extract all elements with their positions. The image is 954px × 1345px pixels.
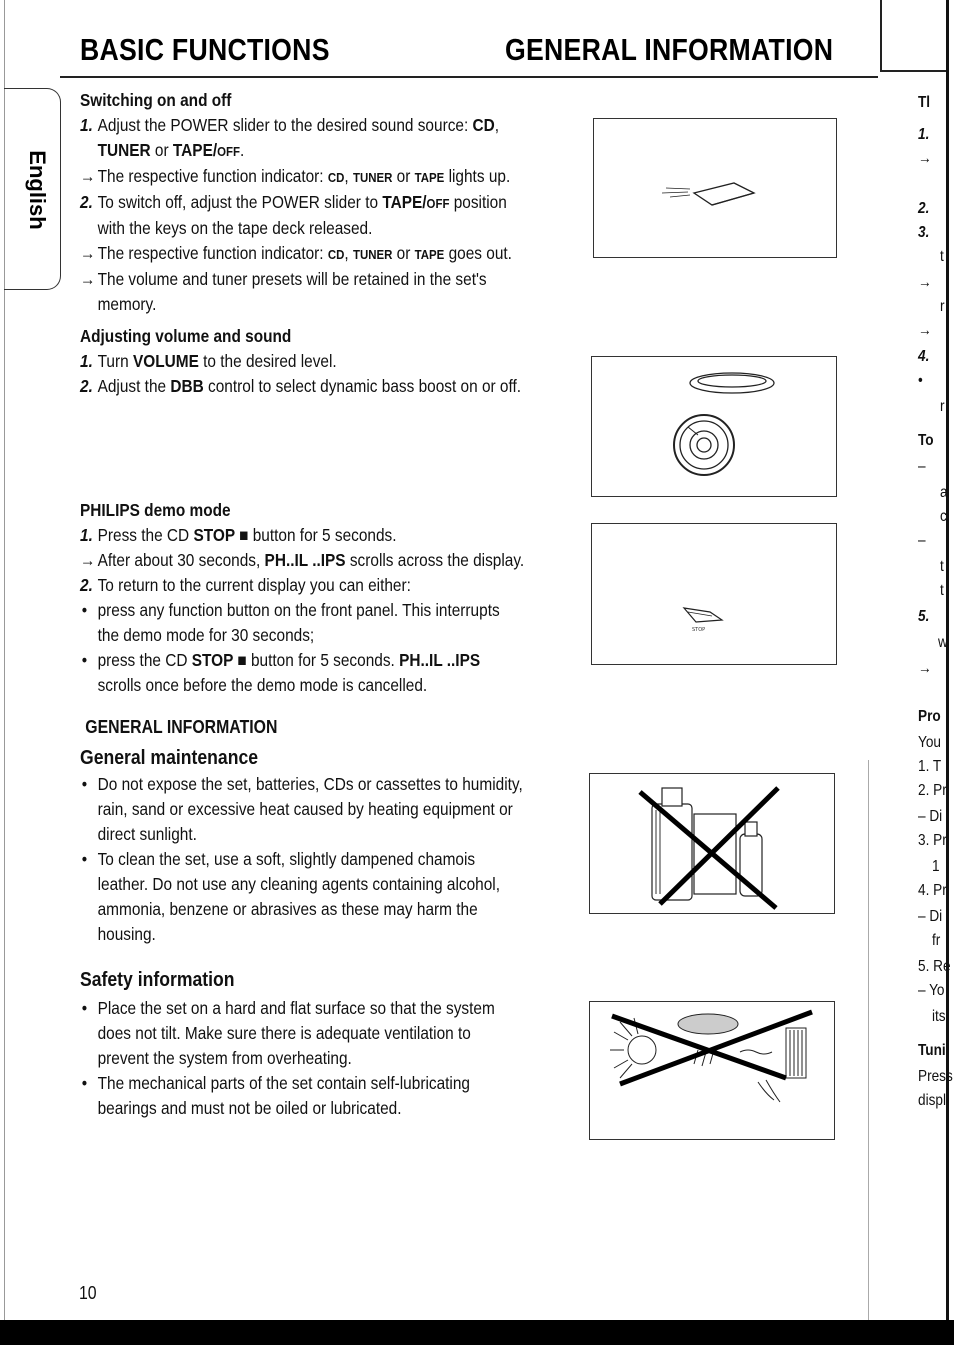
- section-title-general-information: GENERAL INFORMATION: [505, 32, 834, 67]
- crossed-cleaning-icon: [590, 774, 834, 913]
- strip-line: –: [918, 532, 926, 549]
- switching-heading: Switching on and off: [80, 90, 232, 110]
- strip-line: 5.: [918, 608, 930, 625]
- switch-step-1: 1. Adjust the POWER slider to the desired sound source: CD,: [80, 115, 500, 135]
- demo-heading: PHILIPS demo mode: [80, 500, 231, 520]
- heat-sources-illustration: [589, 1001, 835, 1140]
- switch-result-3-cont: memory.: [97, 294, 157, 314]
- stop-label: STOP: [692, 627, 706, 633]
- gutter-line: [868, 760, 869, 1320]
- stop-button-illustration: [591, 523, 837, 665]
- strip-line: 2. Pr: [918, 782, 947, 799]
- switch-step-2: 2. To switch off, adjust the POWER slider to TAPE/OFF position: [80, 192, 507, 212]
- cleaning-agents-illustration: [589, 773, 835, 914]
- power-slider-illustration: [593, 118, 837, 258]
- strip-line: →: [918, 660, 932, 677]
- strip-line: c: [940, 508, 947, 525]
- page-number: 10: [79, 1283, 97, 1303]
- volume-knob-illustration: [591, 356, 837, 497]
- strip-line: – Di: [918, 908, 943, 925]
- general-kicker: GENERAL INFORMATION: [85, 717, 278, 737]
- power-slider-icon: [594, 119, 836, 257]
- safety-section: [80, 966, 590, 1121]
- safety-bullet-1-l3: prevent the system from overheating.: [97, 1048, 352, 1068]
- strip-line: You: [918, 734, 941, 751]
- maintenance-bullet-2-l4: housing.: [97, 924, 156, 944]
- maintenance-bullet-2-l3: ammonia, benzene or abrasives as these may harm the: [97, 899, 478, 919]
- safety-bullet-2: • The mechanical parts of the set contain self-lubricating: [81, 1073, 470, 1093]
- right-header-rule: [880, 70, 946, 72]
- demo-option-2: • press the CD STOP ■ button for 5 seconds. PH..IL ..IPS: [81, 650, 481, 670]
- switch-result-1: → The respective function indicator: CD, TUNER or TAPE lights up.: [80, 166, 511, 186]
- strip-line: 1: [932, 858, 940, 875]
- switch-result-3: → The volume and tuner presets will be retained in the set's: [80, 269, 487, 289]
- strip-line: – Di: [918, 808, 943, 825]
- switching-section: [80, 88, 590, 317]
- maintenance-bullet-1-l3: direct sunlight.: [97, 824, 197, 844]
- strip-line: 5. Re: [918, 958, 951, 975]
- strip-line: Tl: [918, 94, 931, 111]
- strip-line: 1. T: [918, 758, 942, 775]
- safety-bullet-2-l2: bearings and must not be oiled or lubricated.: [97, 1098, 402, 1118]
- volume-step-2: 2. Adjust the DBB control to select dynamic bass boost on or off.: [80, 376, 522, 396]
- strip-line: 4. Pr: [918, 882, 947, 899]
- strip-line: –: [918, 458, 926, 475]
- switch-step-2-cont: with the keys on the tape deck released.: [97, 218, 373, 238]
- section-title-basic-functions: BASIC FUNCTIONS: [80, 32, 330, 67]
- demo-step-2: 2. To return to the current display you can either:: [80, 575, 411, 595]
- stop-button-icon: [592, 524, 836, 664]
- strip-line: →: [918, 150, 932, 167]
- maintenance-bullet-1-l2: rain, sand or excessive heat caused by heating equipment or: [97, 799, 513, 819]
- crossed-heat-icon: [590, 1002, 834, 1139]
- strip-line: t: [940, 558, 944, 575]
- strip-line: fr: [932, 932, 941, 949]
- switch-step-1-cont: TUNER or TAPE/OFF.: [97, 140, 245, 160]
- demo-option-1-cont: the demo mode for 30 seconds;: [97, 625, 315, 645]
- demo-option-1: • press any function button on the front panel. This interrupts: [81, 600, 500, 620]
- volume-section: [80, 324, 590, 399]
- scan-bottom-edge: [0, 1320, 954, 1345]
- demo-step-1: 1. Press the CD STOP ■ button for 5 seconds.: [80, 525, 397, 545]
- adjacent-page-strip: [904, 80, 954, 1320]
- strip-line: 3. Pr: [918, 832, 947, 849]
- strip-line: t: [940, 248, 944, 265]
- demo-option-2-cont: scrolls once before the demo mode is cancelled.: [97, 675, 428, 695]
- demo-result-1: → After about 30 seconds, PH..IL ..IPS scrolls across the display.: [80, 550, 525, 570]
- demo-section: [80, 498, 590, 698]
- maintenance-heading: General maintenance: [80, 747, 259, 769]
- volume-knob-icon: [592, 357, 836, 496]
- maintenance-bullet-1: • Do not expose the set, batteries, CDs or cassettes to humidity,: [81, 774, 523, 794]
- volume-step-1: 1. Turn VOLUME to the desired level.: [80, 351, 337, 371]
- strip-line: 2.: [918, 200, 930, 217]
- strip-line: – Yo: [918, 982, 945, 999]
- strip-line: Press: [918, 1068, 953, 1085]
- switch-result-2: → The respective function indicator: CD, TUNER or TAPE goes out.: [80, 243, 512, 263]
- strip-line: →: [918, 274, 932, 291]
- strip-line: w: [938, 634, 948, 651]
- safety-bullet-1: • Place the set on a hard and flat surface so that the system: [81, 998, 495, 1018]
- strip-line: r: [940, 298, 945, 315]
- strip-line: displ: [918, 1092, 946, 1109]
- volume-heading: Adjusting volume and sound: [80, 326, 292, 346]
- strip-line: 3.: [918, 224, 930, 241]
- maintenance-bullet-2-l2: leather. Do not use any cleaning agents containing alcohol,: [97, 874, 500, 894]
- safety-bullet-1-l2: does not tilt. Make sure there is adequate ventilation to: [97, 1023, 471, 1043]
- strip-line: 1.: [918, 126, 930, 143]
- strip-line: its: [932, 1008, 946, 1025]
- strip-line: a: [940, 484, 948, 501]
- strip-line: •: [918, 372, 923, 389]
- strip-line: r: [940, 398, 945, 415]
- language-tab-label: English: [25, 150, 50, 230]
- strip-line: t: [940, 582, 944, 599]
- general-section: [80, 714, 590, 947]
- strip-line: →: [918, 322, 932, 339]
- page-divider: [880, 0, 882, 72]
- strip-line: 4.: [918, 348, 930, 365]
- header-rule: [60, 76, 878, 78]
- strip-line: Tuni: [918, 1042, 946, 1059]
- strip-line: To: [918, 432, 934, 449]
- maintenance-bullet-2: • To clean the set, use a soft, slightly dampened chamois: [81, 849, 476, 869]
- strip-line: Pro: [918, 708, 941, 725]
- safety-heading: Safety information: [80, 969, 235, 991]
